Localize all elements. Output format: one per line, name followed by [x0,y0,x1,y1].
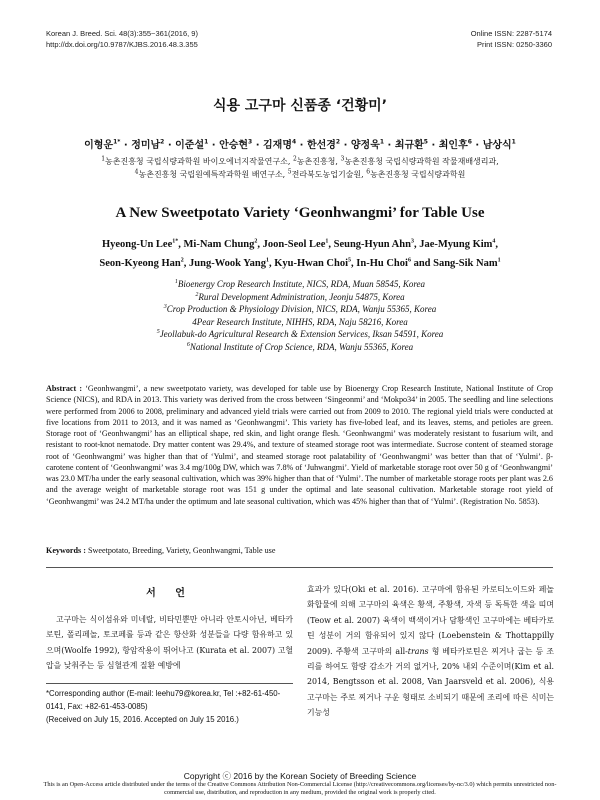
received-date: (Received on July 15, 2016. Accepted on July 15 2016.) [46,715,239,724]
affiliation-text: Jeollabuk-do Agricultural Research & Extension Services, Iksan 54591, Korea [159,329,444,340]
introduction-heading: 서 언 [146,588,193,599]
korean-title: 식용 고구마 신품종 ‘건황미’ [212,98,388,114]
affiliation-mark: 5 [287,168,292,176]
author-affiliation-mark: 1* [113,138,121,146]
affiliation-text: 4Pear Research Institute, NIHHS, RDA, Naju 58216, Korea [192,316,408,327]
author-affiliation-mark: 4 [492,238,496,245]
intro-paragraph-left: 고구마는 식이섬유와 미네랄, 비타민뿐만 아니라 안토시아닌, 베타카로틴, 폴리페놀, 토코페롤 등과 같은 항산화 성분들을 다량 함유하고 있으며(Woolfe 1992), 항암작용이 뛰어나고 (Kurata et al. 2007) 고혈압을 낮춰주는 등 심혈관계 질환 예방에 [46,615,293,671]
korean-affiliations-line-1 [0,156,600,167]
author-name: 정미남 [131,140,161,151]
author-affiliation-mark: 1 [325,238,329,245]
author-affiliation-mark: 1 [511,138,516,146]
english-title: A New Sweetpotato Variety ‘Geonhwangmi’ for Table Use [115,205,485,221]
author-name: 한선경 [306,140,336,151]
author-affiliation-mark: 3 [410,238,414,245]
running-header-right [471,28,552,50]
author-affiliation-mark: 3 [248,138,253,146]
author-name: 이형운 [84,140,114,151]
keywords-label: Keywords : [46,546,86,555]
section-divider [46,567,553,568]
affiliation-text: 농촌진흥청 국립식량과학원 작물재배생리과, [344,157,499,166]
affiliation-mark: 1 [101,155,106,163]
license-statement: This is an Open-Access article distributed under the terms of the Creative Commons Attribution Non-Commercial License (http://creativecommons.org/licenses/by-nc/3.0) which permits unrestricted non-commercial use, distribution, and reproduction in any medium, provided the original work is properly cited. [43,781,557,796]
english-authors-line-2: Seon-Kyeong Han$^2$, Jung-Wook Yang$^1$, Kyu-Hwan Choi$^5$, In-Hu Choi$^6$ and Sang-Sik Nam$^1$ [99,257,501,269]
affiliation-line [0,328,600,341]
author-name: Joon-Seol Lee [262,239,326,250]
english-authors-line-1: Hyeong-Un Lee$^{1*}$, Mi-Nam Chung$^2$, Joon-Seol Lee$^1$, Seung-Hyun Ahn$^3$, Jae-Myung Kim$^4$, [101,238,499,250]
affiliation-text: 농촌진흥청, [296,157,341,166]
affiliation-line [0,278,600,291]
author-name: Sang-Sik Nam [433,258,498,269]
author-name: Mi-Nam Chung [183,239,255,250]
author-affiliation-mark: 6 [407,257,411,264]
affiliation-text: 농촌진흥청 국립식량과학원 [370,170,466,179]
affiliation-text: Bioenergy Crop Research Institute, NICS, RDA, Muan 58545, Korea [177,279,426,289]
author-name: 최인후 [438,140,468,151]
author-name: 양정욱 [350,140,380,151]
author-affiliation-mark: 4 [291,138,297,146]
author-affiliation-mark: 5 [423,138,428,146]
intro-text-part-2: 형 베타카로틴은 찌거나 굽는 등 조리를 하여도 함량 감소가 거의 없거나, 20% 내외 수준이며(Kim et al. 2014, Bengtsson et al. 2008, Van Jaarsveld et al. 2006), 식용 고구마는 주로 찌거나 구운 형태로 소비되기 때문에 조리에 따른 식미는 기능성 [307,646,554,718]
author-affiliation-mark: 1 [379,138,385,146]
author-name: 안승현 [219,140,249,151]
affiliation-line [0,303,600,316]
author-name: Kyu-Hwan Choi [274,258,349,269]
body-column-left [46,612,293,674]
affiliation-mark: 1 [174,279,178,285]
author-affiliation-mark: 2 [160,138,165,146]
author-name: 김재명 [263,140,292,151]
affiliation-mark: 3 [163,304,167,311]
and-word: and [413,258,431,269]
author-affiliation-mark: 1 [497,257,501,264]
author-name: Jae-Myung Kim [419,239,493,250]
keywords-text: Sweetpotato, Breeding, Variety, Geonhwangmi, Table use [87,546,276,555]
author-name: In-Hu Choi [356,258,408,269]
affiliation-text: Rural Development Administration, Jeonju 54875, Korea [198,291,405,302]
affiliation-mark: 6 [366,168,371,176]
affiliation-mark: 2 [292,155,297,163]
affiliation-line [0,316,600,329]
body-column-right [307,582,554,721]
author-affiliation-mark: 5 [348,257,352,264]
affiliation-text: 농촌진흥청 국립원예특작과학원 배연구소, [138,170,288,179]
abstract [46,383,553,507]
journal-citation: Korean J. Breed. Sci. 48(3):355~361(2016, 9) [46,29,198,38]
affiliation-mark: 2 [195,291,199,298]
affiliation-text: Crop Production & Physiology Division, NICS, RDA, Wanju 55365, Korea [166,304,437,315]
author-affiliation-mark: 1 [265,257,269,264]
footnote-divider [46,683,293,684]
author-affiliation-mark: 2 [335,138,341,146]
author-affiliation-mark: 6 [467,138,472,146]
english-affiliations [0,278,600,354]
author-name: Hyeong-Un Lee [101,239,173,250]
korean-authors: 이형운$^{1*}$ · 정미남$^2$ · 이준설$^1$ · 안승현$^3$ · 김재명$^4$ · 한선경$^2$ · 양정욱$^1$ · 최규환$^5$ · 최인후$^6$ · 남상식$^1$ [84,138,516,151]
intro-text-part-1: 효과가 있다(Oki et al. 2016). 고구마에 함유된 카로티노이드와 페놀 화합물에 의해 고구마의 육색은 황색, 주황색, 자색 등 독특한 색을 띠며(Teow et al. 2007) 육색이 백색이거나 담황색인 고구마에는 베타카로틴 성분이 거의 함유되어 있지 않다 (Loebenstein & Thottappilly 2009). 주황색 고구마의 all- [307,585,554,656]
author-affiliation-mark: 2 [254,238,258,245]
affiliation-mark: 6 [186,341,190,348]
author-affiliation-mark: 2 [180,257,184,264]
doi-link[interactable]: http://dx.doi.org/10.9787/KJBS.2016.48.3.355 [46,40,198,49]
affiliation-text: 전라북도농업기술원, [291,170,367,179]
author-name: Jung-Wook Yang [189,258,266,269]
korean-affiliations-line-2 [0,169,600,180]
author-affiliation-mark: 1* [172,238,179,245]
author-affiliation-mark: 1 [204,138,209,146]
intro-text-italic: trans [407,646,429,656]
author-name: Seon-Kyeong Han [99,258,181,269]
affiliation-line [0,341,600,354]
online-issn: Online ISSN: 2287-5174 [470,29,552,38]
keywords [46,546,553,555]
affiliation-line [0,291,600,304]
affiliation-mark: 4 [134,168,139,176]
author-name: Seung-Hyun Ahn [333,239,411,250]
affiliation-mark: 5 [156,329,160,336]
abstract-text: ‘Geonhwangmi’, a new sweetpotato variety, was developed for table use by Bioenergy Crop Research Institute, National Institute of Crop Science (NICS), and RDA in 2013. This variety was derived from the cross between ‘Singeonmi’ and ‘Mokpo34’ in 2005. The seedling and line selections were performed from 2006 to 2008, preliminary and advanced yield trials were carried out from 2009 to 2010. The regional yield trials were conducted at five locations from 2011 to 2013, and it was named as ‘Geonhwangmi’. This variety has five-lobed leaf, and its leaves, stems, and petioles are green. Storage root of ‘Geonhwangmi’ has an elliptical shape, red skin, and light orange flesh. ‘Geonhwangmi’ was moderately resistant to fusarium wilt, and resistant to root-knot nematode. Dry matter content was 29.4%, and texture of steamed storage root was intermediate. Sucrose content of steamed storage root of ‘Geonhwangmi’ was higher than that of ‘Yulmi’, and steamed storage root palatability of ‘Geonhwangmi’ was better than that of ‘Yulmi’. β-carotene content of ‘Geonhwangmi’ was 3.4 mg/100g DW, which was 7.8% of ‘Juhwangmi’. Yield of marketable storage root over 50 g of ‘Geonhwangmi’ was 23.0 MT/ha under the early seasonal cultivation, which was 39% higher than that of ‘Yulmi’. The number of marketable storage roots per plant was 2.6 and the average weight of marketable storage root was 151 g under the optimal and late seasonal cultivation. Marketable storage root yield of ‘Geonhwangmi’ was 24.2 MT/ha under the optimum and late seasonal cultivation, which was 45% higher than that of ‘Yulmi’. (Registration No. 5853). [46,384,553,506]
affiliation-mark: 3 [340,155,345,163]
affiliation-text: National Institute of Crop Science, RDA, Wanju 55365, Korea [189,341,414,352]
print-issn: Print ISSN: 0250-3360 [476,40,552,49]
affiliation-text: 농촌진흥청 국립식량과학원 바이오에너지작물연구소, [105,157,293,166]
intro-paragraph-right [307,582,554,721]
abstract-label: Abstract : [46,384,83,393]
author-name: 최규환 [394,140,424,151]
running-header-left [46,28,198,50]
corresponding-author-note: *Corresponding author (E-mail: leehu79@korea.kr, Tel :+82-61-450-0141, Fax: +82-61-453-0085) [46,689,281,711]
author-name: 이준설 [175,140,205,151]
copyright-line: Copyright ⓒ 2016 by the Korean Society of Breeding Science [183,771,417,781]
author-name: 남상식 [482,140,512,151]
